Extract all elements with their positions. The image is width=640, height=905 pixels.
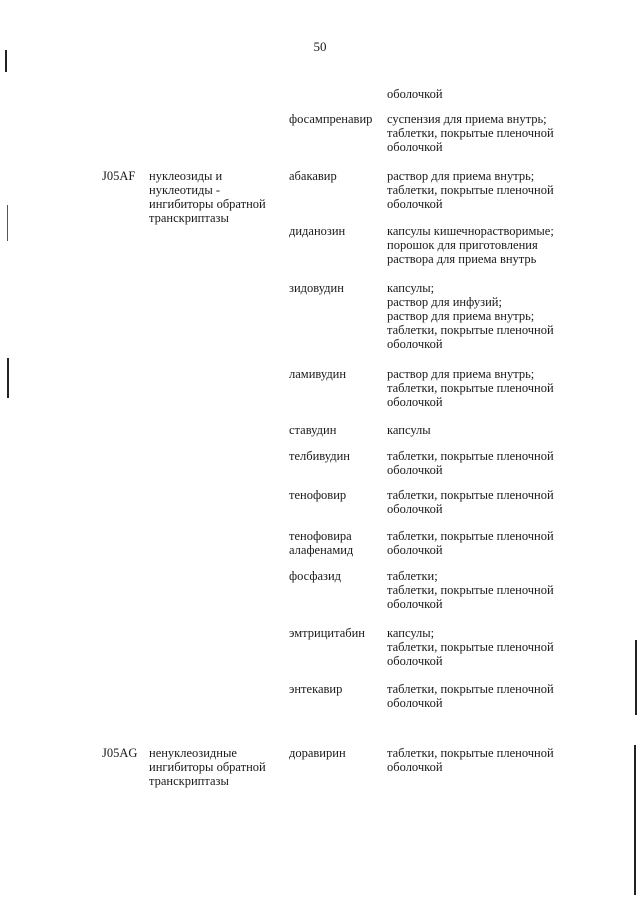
drug-name: ставудин bbox=[289, 423, 337, 437]
drug-name: тенофовир bbox=[289, 488, 347, 502]
drug-name: доравирин bbox=[289, 746, 346, 760]
scan-edge-mark bbox=[5, 50, 7, 72]
dosage-form: раствор для приема внутрь; таблетки, покрытые пленочной оболочкой bbox=[387, 367, 554, 409]
drug-name: тенофовира алафенамид bbox=[289, 529, 354, 557]
dosage-form: таблетки, покрытые пленочной оболочкой bbox=[387, 449, 554, 477]
drug-name: абакавир bbox=[289, 169, 337, 183]
drug-name: эмтрицитабин bbox=[289, 626, 366, 640]
dosage-form: капсулы; раствор для инфузий; раствор для приема внутрь; таблетки, покрытые пленочной оболочкой bbox=[387, 281, 554, 351]
drug-name: фосфазид bbox=[289, 569, 341, 583]
dosage-form: капсулы bbox=[387, 423, 431, 437]
scan-edge-mark bbox=[635, 640, 637, 715]
dosage-form: таблетки, покрытые пленочной оболочкой bbox=[387, 529, 554, 557]
atc-code: J05AG bbox=[102, 746, 138, 760]
dosage-form: капсулы; таблетки, покрытые пленочной оболочкой bbox=[387, 626, 554, 668]
page-number: 50 bbox=[313, 39, 327, 54]
atc-group: ненуклеозидные ингибиторы обратной транскриптазы bbox=[149, 746, 266, 788]
continuation-form: оболочкой bbox=[387, 87, 443, 101]
drug-name: ламивудин bbox=[289, 367, 347, 381]
dosage-form: таблетки, покрытые пленочной оболочкой bbox=[387, 682, 554, 710]
scan-edge-mark bbox=[634, 745, 636, 895]
atc-group: нуклеозиды и нуклеотиды - ингибиторы обратной транскриптазы bbox=[149, 169, 266, 225]
dosage-form: таблетки, покрытые пленочной оболочкой bbox=[387, 746, 554, 774]
drug-name: диданозин bbox=[289, 224, 346, 238]
drug-name: энтекавир bbox=[289, 682, 343, 696]
drug-name: фосампренавир bbox=[289, 112, 373, 126]
drug-name: зидовудин bbox=[289, 281, 344, 295]
dosage-form: таблетки; таблетки, покрытые пленочной оболочкой bbox=[387, 569, 554, 611]
dosage-form: капсулы кишечнорастворимые; порошок для приготовления раствора для приема внутрь bbox=[387, 224, 554, 266]
dosage-form: суспензия для приема внутрь; таблетки, покрытые пленочной оболочкой bbox=[387, 112, 554, 154]
drug-name: телбивудин bbox=[289, 449, 350, 463]
scan-edge-mark bbox=[7, 205, 8, 241]
atc-code: J05AF bbox=[102, 169, 136, 183]
dosage-form: таблетки, покрытые пленочной оболочкой bbox=[387, 488, 554, 516]
dosage-form: раствор для приема внутрь; таблетки, покрытые пленочной оболочкой bbox=[387, 169, 554, 211]
scan-edge-mark bbox=[7, 358, 9, 398]
